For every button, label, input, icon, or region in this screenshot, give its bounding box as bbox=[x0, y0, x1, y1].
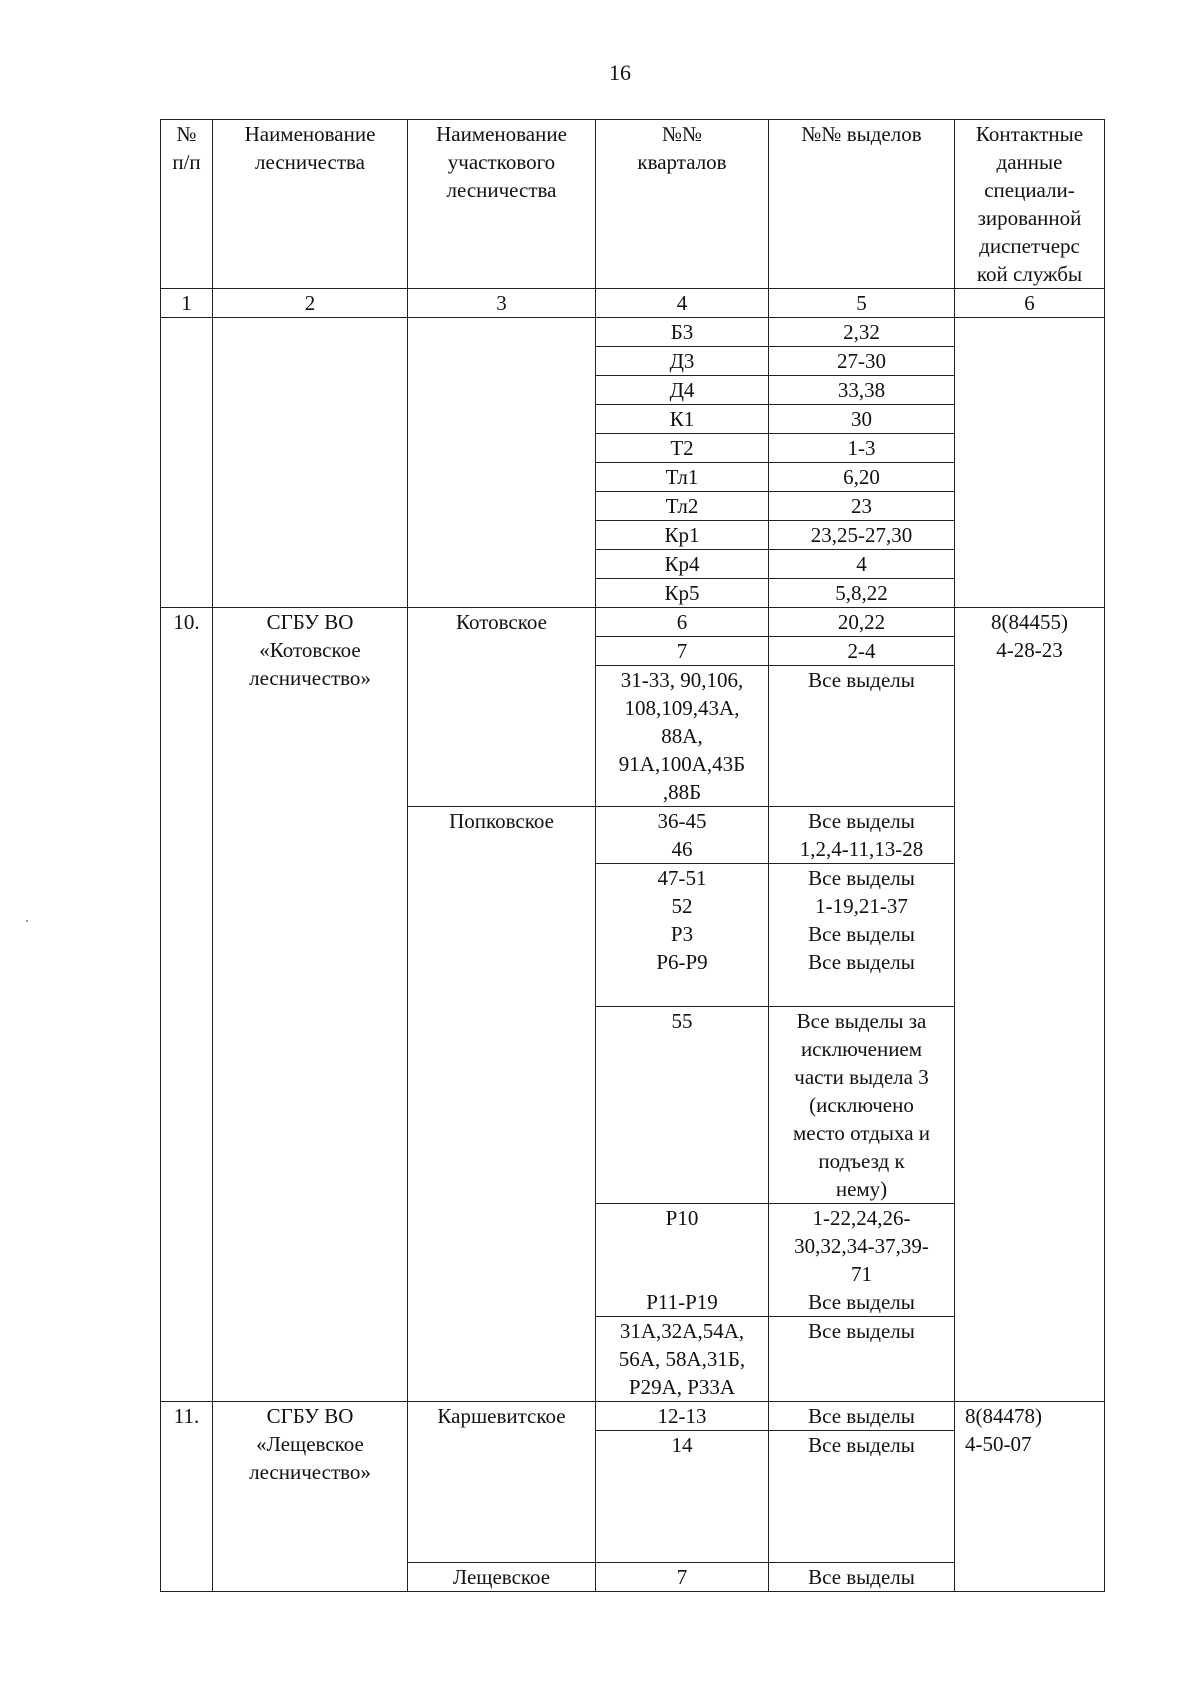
quarters-cell: Кр5 bbox=[596, 579, 769, 608]
allotments-cell: 4 bbox=[769, 550, 955, 579]
column-number: 1 bbox=[161, 289, 213, 318]
column-number: 6 bbox=[955, 289, 1105, 318]
scan-speck bbox=[26, 920, 28, 922]
empty-cell bbox=[161, 318, 213, 608]
allotments-cell: Все выделы bbox=[769, 1431, 955, 1563]
column-number: 4 bbox=[596, 289, 769, 318]
empty-cell bbox=[408, 318, 596, 608]
allotments-cell: 5,8,22 bbox=[769, 579, 955, 608]
allotments-cell: 27-30 bbox=[769, 347, 955, 376]
forestry-name: СГБУ ВО «Котовское лесничество» bbox=[213, 608, 408, 1402]
allotments-cell: Все выделы bbox=[769, 1402, 955, 1431]
district-name: Котовское bbox=[408, 608, 596, 807]
quarters-cell: 6 bbox=[596, 608, 769, 637]
column-number: 3 bbox=[408, 289, 596, 318]
quarters-cell: Т2 bbox=[596, 434, 769, 463]
allotments-cell: Все выделы bbox=[769, 1563, 955, 1592]
column-number: 5 bbox=[769, 289, 955, 318]
header-district: Наименование участкового лесничества bbox=[408, 120, 596, 289]
allotments-cell: 33,38 bbox=[769, 376, 955, 405]
contact-phone: 8(84455) 4-28-23 bbox=[955, 608, 1105, 1402]
header-number: № п/п bbox=[161, 120, 213, 289]
column-number-row bbox=[161, 289, 1105, 318]
quarters-cell: Б3 bbox=[596, 318, 769, 347]
allotments-cell: 1-22,24,26- 30,32,34-37,39- 71 Все выделы bbox=[769, 1204, 955, 1317]
column-number: 2 bbox=[213, 289, 408, 318]
allotments-cell: Все выделы 1,2,4-11,13-28 bbox=[769, 807, 955, 864]
quarters-cell: Тл1 bbox=[596, 463, 769, 492]
quarters-cell: Д3 bbox=[596, 347, 769, 376]
empty-cell bbox=[955, 318, 1105, 608]
allotments-cell: 6,20 bbox=[769, 463, 955, 492]
quarters-cell: Кр4 bbox=[596, 550, 769, 579]
quarters-cell: 14 bbox=[596, 1431, 769, 1563]
allotments-cell: Все выделы bbox=[769, 1317, 955, 1402]
allotments-cell: 2,32 bbox=[769, 318, 955, 347]
quarters-cell: Кр1 bbox=[596, 521, 769, 550]
quarters-cell: 47-51 52 Р3 Р6-Р9 bbox=[596, 864, 769, 1007]
quarters-cell: Д4 bbox=[596, 376, 769, 405]
table-row bbox=[161, 318, 1105, 347]
header-contact: Контактные данные специали- зированной диспетчерс кой службы bbox=[955, 120, 1105, 289]
table-row bbox=[161, 1402, 1105, 1431]
entry-number: 11. bbox=[161, 1402, 213, 1592]
entry-number: 10. bbox=[161, 608, 213, 1402]
allotments-cell: 20,22 bbox=[769, 608, 955, 637]
district-name: Каршевитское bbox=[408, 1402, 596, 1563]
quarters-cell: 12-13 bbox=[596, 1402, 769, 1431]
allotments-cell: Все выделы bbox=[769, 666, 955, 807]
allotments-cell: 23 bbox=[769, 492, 955, 521]
quarters-cell: 7 bbox=[596, 1563, 769, 1592]
forestry-name: СГБУ ВО «Лещевское лесничество» bbox=[213, 1402, 408, 1592]
contact-phone: 8(84478) 4-50-07 bbox=[955, 1402, 1105, 1592]
header-forestry: Наименование лесничества bbox=[213, 120, 408, 289]
district-name: Попковское bbox=[408, 807, 596, 1402]
table-row bbox=[161, 608, 1105, 637]
quarters-cell: К1 bbox=[596, 405, 769, 434]
forestry-table bbox=[160, 119, 1105, 1592]
quarters-cell: 55 bbox=[596, 1007, 769, 1204]
header-allotments: №№ выделов bbox=[769, 120, 955, 289]
allotments-cell: Все выделы 1-19,21-37 Все выделы Все выделы bbox=[769, 864, 955, 1007]
header-row bbox=[161, 120, 1105, 289]
quarters-cell: 31А,32А,54А, 56А, 58А,31Б, Р29А, Р33А bbox=[596, 1317, 769, 1402]
quarters-cell: Р10 Р11-Р19 bbox=[596, 1204, 769, 1317]
page-number: 16 bbox=[609, 60, 631, 85]
header-quarters: №№ кварталов bbox=[596, 120, 769, 289]
quarters-cell: 7 bbox=[596, 637, 769, 666]
empty-cell bbox=[213, 318, 408, 608]
district-name: Лещевское bbox=[408, 1563, 596, 1592]
quarters-cell: 36-45 46 bbox=[596, 807, 769, 864]
allotments-cell: 23,25-27,30 bbox=[769, 521, 955, 550]
quarters-cell: Тл2 bbox=[596, 492, 769, 521]
allotments-cell: Все выделы за исключением части выдела 3 (исключено место отдыха и подъезд к нему) bbox=[769, 1007, 955, 1204]
allotments-cell: 1-3 bbox=[769, 434, 955, 463]
allotments-cell: 30 bbox=[769, 405, 955, 434]
allotments-cell: 2-4 bbox=[769, 637, 955, 666]
quarters-cell: 31-33, 90,106, 108,109,43А, 88А, 91А,100А,43Б ,88Б bbox=[596, 666, 769, 807]
